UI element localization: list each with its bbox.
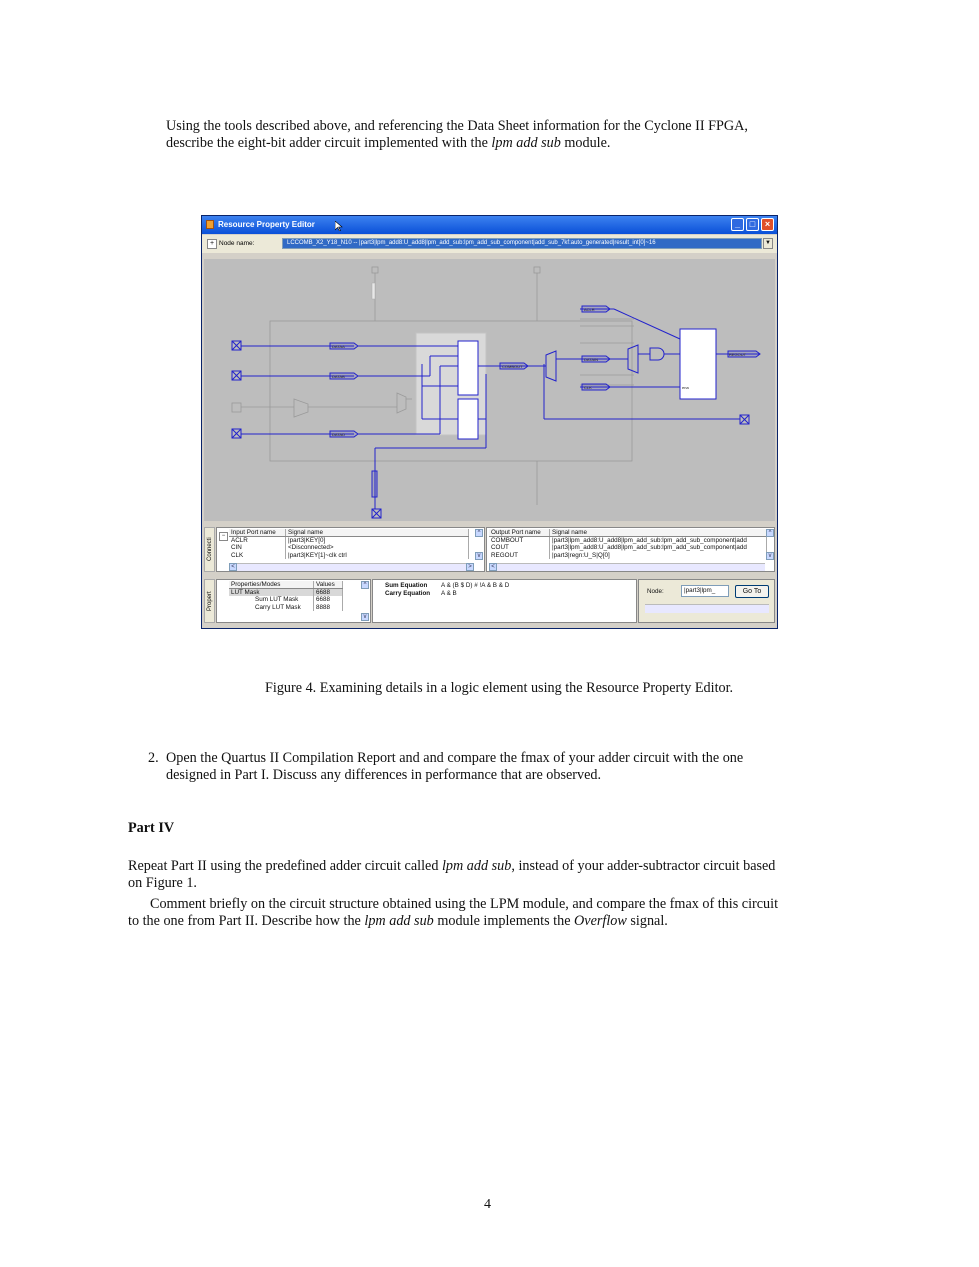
table-row[interactable]: CIN <Disconnected>	[229, 544, 469, 551]
table-row[interactable]: ACLR |part3|KEY[0]	[229, 537, 469, 545]
input-port-table: Input Port name Signal name ACLR |part3|KEY[0] CIN <Disconnected> CLK |part3|KEY[1]~clk ctrl	[229, 529, 469, 559]
scroll-down-icon[interactable]: v	[475, 552, 483, 560]
resource-property-editor-window	[201, 215, 778, 629]
schem-label-dataa: DATAA	[332, 344, 345, 349]
schem-label-combout: COMBOUT	[502, 364, 523, 369]
table-row[interactable]: Carry LUT Mask 8888	[229, 604, 343, 611]
item2-line-1: Open the Quartus II Compilation Report and and compare the fmax of your adder circuit with the one	[166, 750, 744, 766]
scroll-left-icon[interactable]: <	[229, 563, 237, 571]
page-number: 4	[484, 1197, 491, 1212]
schem-label-ena: ena	[682, 385, 689, 390]
lpm-add-sub-term: lpm add sub	[491, 135, 561, 151]
figure-caption: Figure 4. Examining details in a logic element using the Resource Property Editor.	[265, 680, 734, 696]
horizontal-scrollbar[interactable]	[229, 563, 474, 572]
part-iv-p1-line-1: Repeat Part II using the predefined adder circuit called lpm add sub, instead of your adder-subtractor circuit based	[128, 858, 776, 874]
lpm-add-sub-term: lpm add sub	[364, 913, 434, 929]
scroll-up-icon[interactable]: ^	[475, 529, 483, 537]
output-ports-pane[interactable]	[486, 527, 775, 572]
schem-label-datain: DATAIN	[584, 357, 599, 362]
chevron-down-icon[interactable]: ▼	[763, 238, 773, 249]
equations-pane	[372, 579, 637, 623]
properties-table: Properties/Modes Values LUT Mask 6688 Sum LUT Mask 6688 Carry LUT Mask 8888	[229, 581, 343, 611]
lpm-add-sub-term: lpm add sub	[441, 858, 512, 874]
part-iv-paragraph-1	[128, 858, 847, 892]
intro-line-1: Using the tools described above, and referencing the Data Sheet information for the Cyclone II FPGA,	[166, 118, 748, 134]
schem-label-regout: REGOUT	[729, 352, 747, 357]
input-ports-pane[interactable]	[216, 527, 485, 572]
part-iv-p2-line-1: Comment briefly on the circuit structure obtained using the LPM module, and compare the fmax of this circuit	[150, 896, 779, 912]
table-row[interactable]: REGOUT |part3|regn:U_S|Q[0]	[489, 552, 767, 559]
table-row[interactable]: LUT Mask 6688	[229, 589, 343, 597]
sum-equation-label: Sum Equation	[385, 582, 428, 589]
part-iv-heading: Part IV	[128, 820, 175, 836]
horizontal-scrollbar[interactable]	[489, 563, 765, 572]
tab-connectivity[interactable]: Connecti	[204, 527, 215, 572]
scroll-down-icon[interactable]: v	[361, 613, 369, 621]
scroll-up-icon[interactable]: ^	[361, 581, 369, 589]
schem-label-datab: DATAB	[332, 374, 345, 379]
horizontal-scrollbar[interactable]	[645, 604, 769, 613]
window-title: Resource Property Editor	[218, 220, 315, 229]
table-row[interactable]: COUT |part3|lpm_add8:U_add8|lpm_add_sub:lpm_add_sub_component|add	[489, 544, 767, 551]
schematic-view[interactable]	[204, 259, 775, 521]
part-iv-p1-line-2: on Figure 1.	[128, 875, 197, 891]
overflow-term: Overflow	[574, 913, 627, 929]
maximize-button[interactable]: □	[746, 218, 759, 231]
tab-properties[interactable]: Propert	[204, 579, 215, 623]
expand-icon[interactable]: +	[207, 239, 217, 249]
collapse-icon[interactable]: −	[219, 532, 228, 541]
close-button[interactable]: ×	[761, 218, 774, 231]
item2-line-2: designed in Part I. Discuss any differences in performance that are observed.	[166, 767, 602, 783]
output-port-table: Output Port name Signal name COMBOUT |part3|lpm_add8:U_add8|lpm_add_sub:lpm_add_sub_component|add COUT |part3|lpm_add8:U_add8|lpm_add_sub:lpm_add_sub_component|add REGOUT |part3|regn:U_S|Q[0]	[489, 529, 767, 559]
schem-label-clk: CLK	[584, 385, 592, 390]
carry-equation-value: A & B	[441, 590, 457, 597]
part-iv-p2-line-2: to the one from Part II. Describe how the lpm add sub module implements the Overflow signal.	[128, 913, 668, 929]
node-name-label: Node name:	[219, 240, 255, 247]
part-iv-paragraph-2	[128, 896, 847, 930]
scroll-down-icon[interactable]: v	[766, 552, 774, 560]
node-navigation-pane	[638, 579, 775, 623]
go-to-button[interactable]: Go To	[735, 585, 769, 598]
node-field-label: Node:	[647, 588, 664, 595]
properties-pane[interactable]	[216, 579, 371, 623]
list-item-2	[148, 750, 847, 784]
scroll-right-icon[interactable]: >	[466, 563, 474, 571]
sum-equation-value: A & (B $ D) # !A & B & D	[441, 582, 510, 589]
node-name-dropdown[interactable]: LCCOMB_X2_Y18_N10 -- |part3|lpm_add8:U_add8|lpm_add_sub:lpm_add_sub_component|add_sub_7kf:auto_generated|result_int[0]~16	[282, 238, 762, 249]
list-number: 2.	[148, 750, 159, 766]
scroll-up-icon[interactable]: ^	[766, 529, 774, 537]
scroll-left-icon[interactable]: <	[489, 563, 497, 571]
schem-label-aclr: ACLR	[584, 307, 595, 312]
table-row[interactable]: CLK |part3|KEY[1]~clk ctrl	[229, 552, 469, 559]
table-row[interactable]: COMBOUT |part3|lpm_add8:U_add8|lpm_add_sub:lpm_add_sub_component|add	[489, 537, 767, 545]
table-row[interactable]: Sum LUT Mask 6688	[229, 596, 343, 603]
window-titlebar[interactable]	[202, 216, 777, 234]
intro-paragraph	[166, 118, 847, 152]
mouse-cursor-icon	[335, 221, 343, 231]
minimize-button[interactable]: _	[731, 218, 744, 231]
schem-label-datad: DATAD	[332, 432, 345, 437]
node-name-bar	[202, 235, 777, 253]
app-icon	[206, 220, 214, 229]
intro-line-2: describe the eight-bit adder circuit implemented with the lpm add sub module.	[166, 135, 611, 151]
logic-element-schematic	[204, 259, 775, 521]
carry-equation-label: Carry Equation	[385, 590, 431, 597]
node-select[interactable]: |part3|lpm_	[681, 585, 729, 597]
